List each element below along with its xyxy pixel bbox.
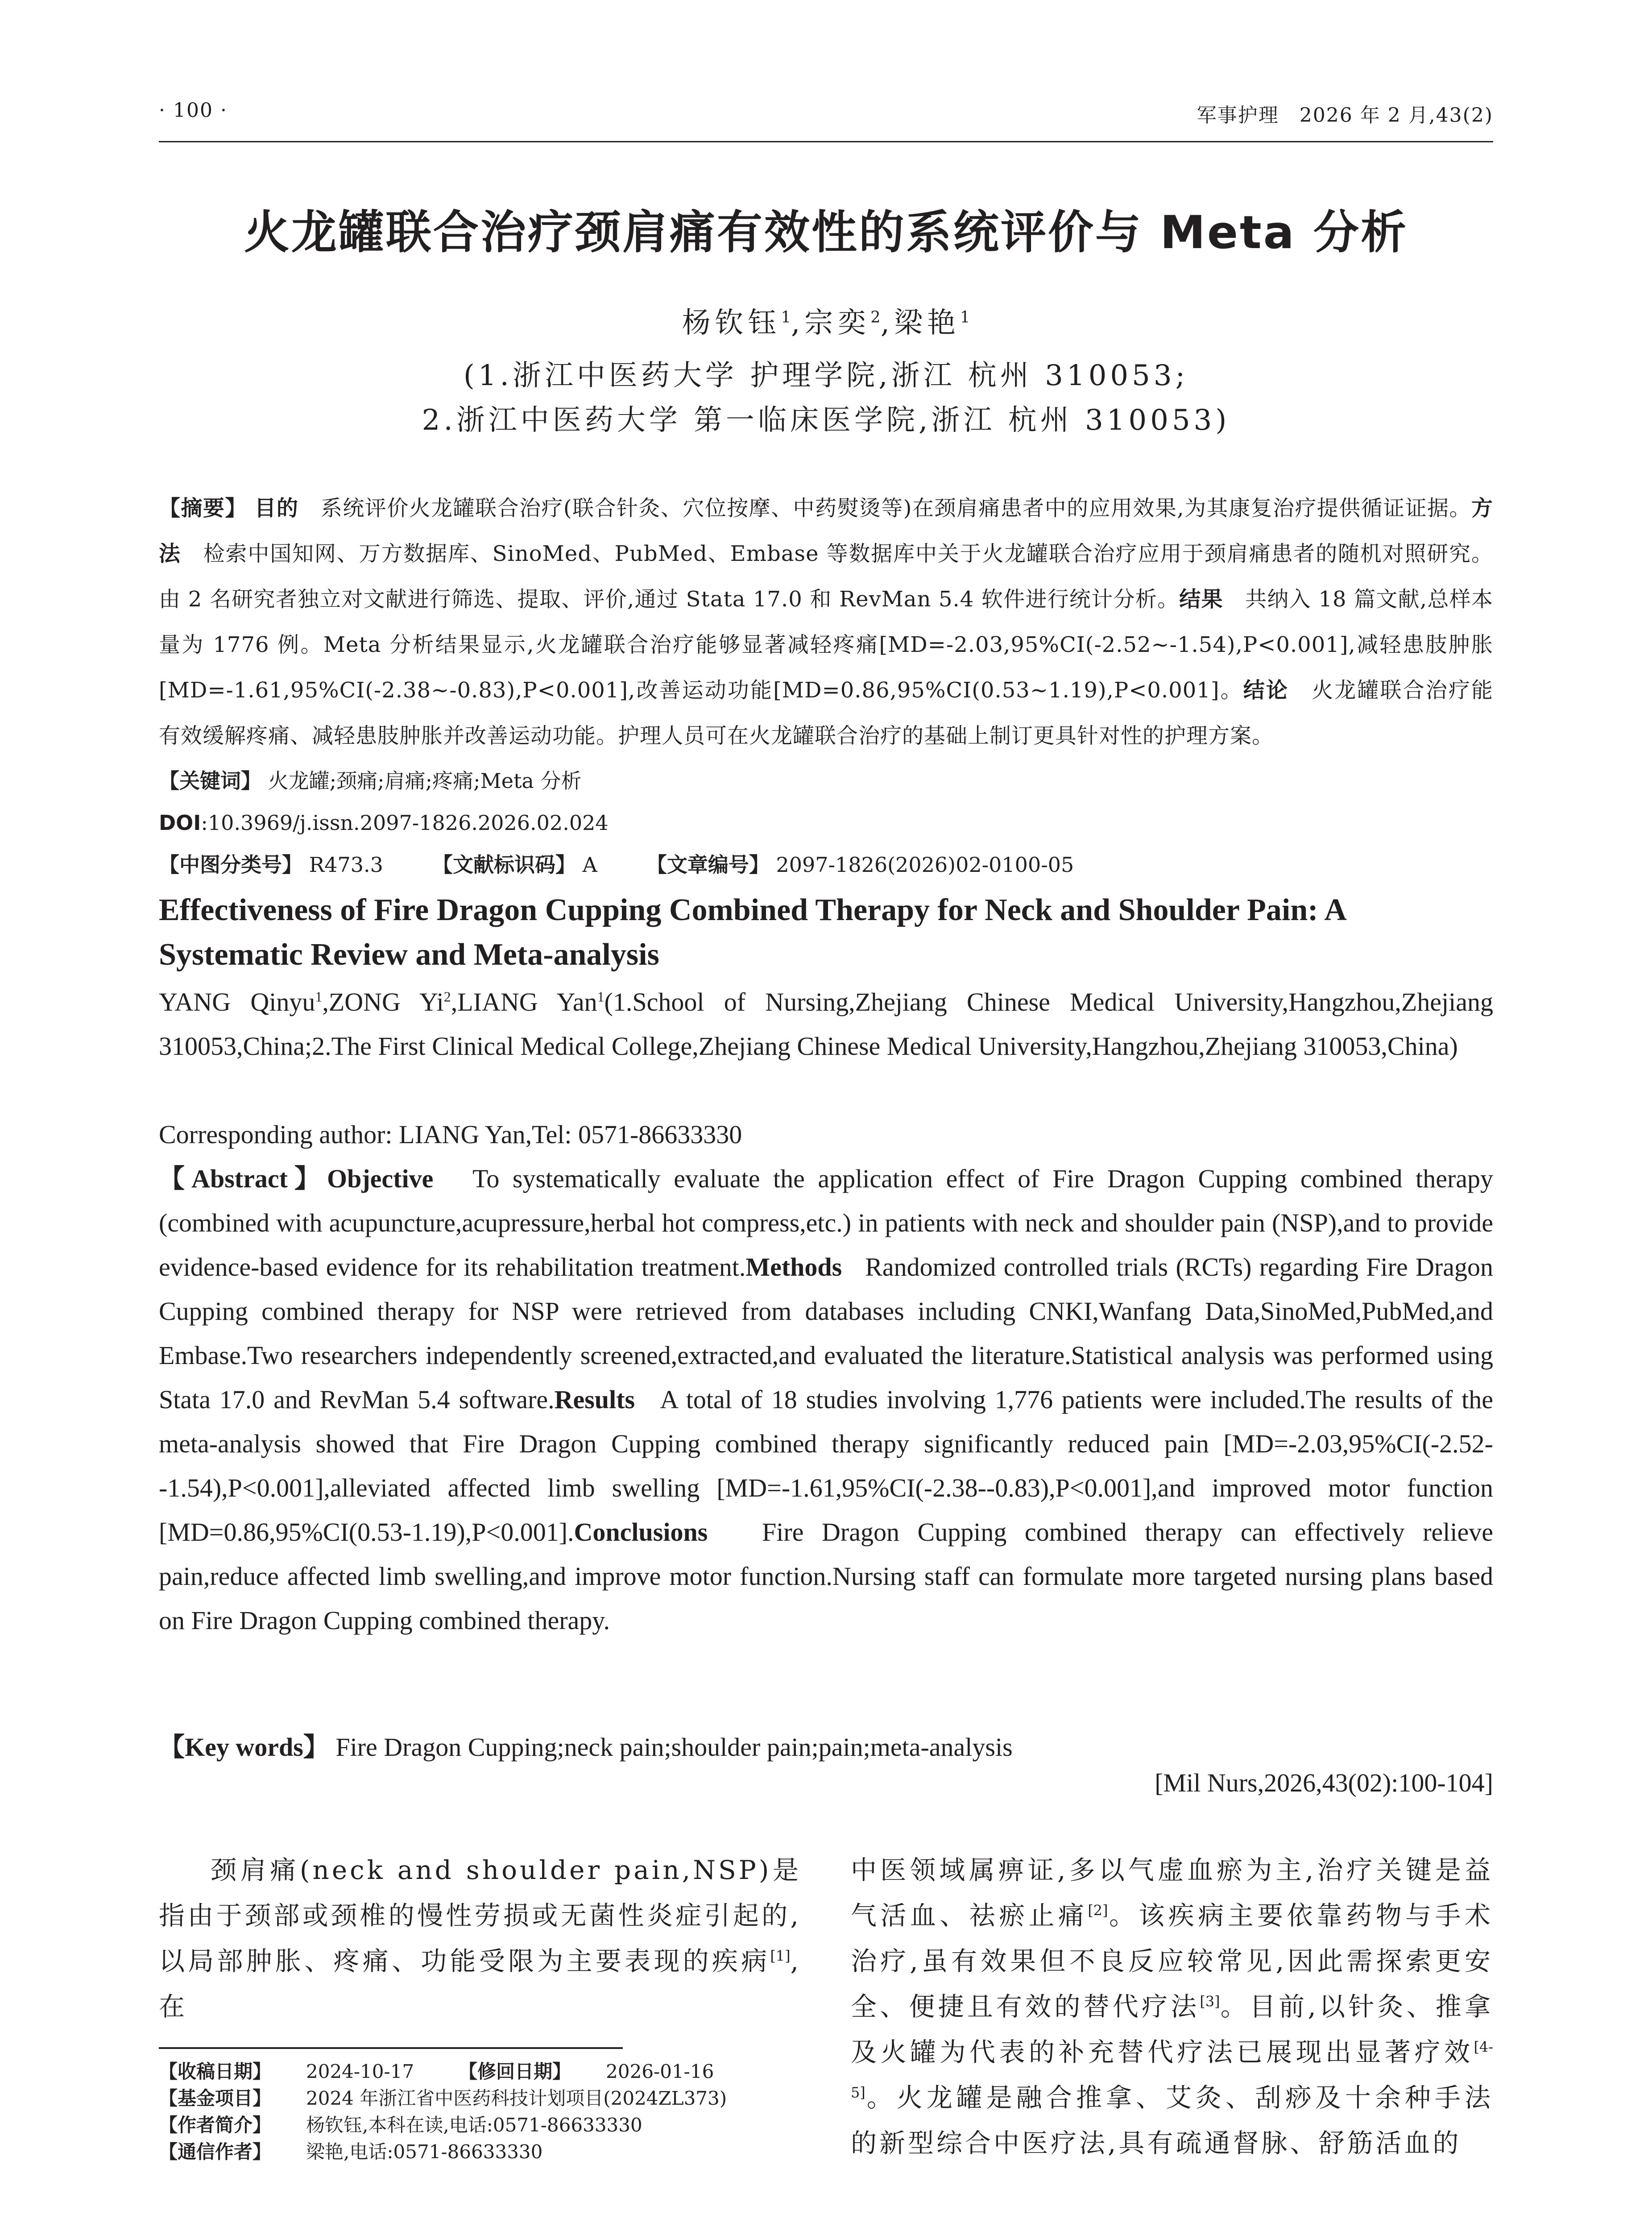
footnote-author-bio: 【作者简介】 杨钦钰,本科在读,电话:0571-86633330 [159, 2114, 642, 2136]
reference-3: [3] [1200, 1993, 1220, 2010]
affiliation-cn-1: (1.浙江中医药大学 护理学院,浙江 杭州 310053; [463, 359, 1189, 392]
author-1: 杨钦钰 [682, 307, 781, 340]
footnote-funding: 【基金项目】 2024 年浙江省中医药科技计划项目(2024ZL373) [159, 2087, 727, 2109]
author-3: 梁艳 [894, 307, 961, 340]
body-left-column: 颈肩痛(neck and shoulder pain,NSP)是指由于颈部或颈椎的慢性劳损或无菌性炎症引起的,以局部肿胀、疼痛、功能受限为主要表现的疾病[1],在 [159, 1855, 801, 2022]
journal-header: 军事护理 2026 年 2 月,43(2) [1197, 104, 1493, 127]
author-2: 宗奕 [804, 307, 871, 340]
article-title: 火龙罐联合治疗颈肩痛有效性的系统评价与 Meta 分析 [244, 206, 1408, 259]
abstract-cn: 【摘要】 目的 系统评价火龙罐联合治疗(联合针灸、穴位按摩、中药熨烫等)在颈肩痛患者中的应用效果,为其康复治疗提供循证证据。方法 检索中国知网、万方数据库、SinoMed、PubMed、Embase 等数据库中关于火龙罐联合治疗应用于颈肩痛患者的随机对照研究。由 2 名研究者独立对文献进行筛选、提取、评价,通过 Stata 17.0 和 RevMan 5.4 软件进行统计分析。结果 共纳入 18 篇文献,总样本量为 1776 例。Meta 分析结果显示,火龙罐联合治疗能够显著减轻疼痛[MD=-2.03,95%CI(-2.52~-1.54),P<0.001],减轻患肢肿胀[MD=-1.61,95%CI(-2.38~-0.83),P<0.001],改善运动功能[MD=0.86,95%CI(0.53~1.19),P<0.001]。结论 火龙罐联合治疗能有效缓解疼痛、减轻患肢肿胀并改善运动功能。护理人员可在火龙罐联合治疗的基础上制订更具针对性的护理方案。 [159, 496, 1493, 748]
classification-line: 【中图分类号】 R473.3 【文献标识码】 A 【文章编号】 2097-1826(2026)02-0100-05 [159, 853, 1074, 877]
doi: DOI:10.3969/j.issn.2097-1826.2026.02.024 [159, 811, 609, 835]
footnote-rule [159, 2047, 623, 2049]
authors-cn: 杨钦钰$^1$,宗奕$^2$,梁艳$^1$ [682, 307, 970, 340]
page-number: · 100 · [159, 99, 228, 122]
header-rule [159, 141, 1493, 142]
body-right-column: 中医领域属痹证,多以气虚血瘀为主,治疗关键是益气活血、祛瘀止痛[2]。该疾病主要依靠药物与手术治疗,虽有效果但不良反应较常见,因此需探索更安全、便捷且有效的替代疗法[3]。目前,以针灸、推拿及火罐为代表的补充替代疗法已展现出显著疗效[4-5]。火龙罐是融合推拿、艾灸、刮痧及十余种手法的新型综合中医疗法,具有疏通督脉、舒筋活血的 [851, 1855, 1493, 2158]
affiliation-cn-2: 2.浙江中医药大学 第一临床医学院,浙江 杭州 310053) [422, 404, 1230, 437]
footnote-dates: 【收稿日期】 2024-10-17 【修回日期】 2026-01-16 [159, 2061, 714, 2082]
english-title: Effectiveness of Fire Dragon Cupping Combined Therapy for Neck and Shoulder Pain: A Systematic Review and Meta-analysis [159, 893, 1345, 972]
corresponding-author: Corresponding author: LIANG Yan,Tel: 0571-86633330 [159, 1120, 742, 1149]
reference-2: [2] [1088, 1902, 1108, 1919]
reference-1: [1] [770, 1947, 791, 1965]
english-authors: YANG Qinyu$^1$,ZONG Yi$^2$,LIANG Yan$^1$(1.School of Nursing,Zhejiang Chinese Medical University,Hangzhou,Zhejiang 310053,China;2.The First Clinical Medical College,Zhejiang Chinese Medical University,Hangzhou,Zhejiang 310053,China) [159, 987, 1494, 1061]
keywords-en: 【Key words】 Fire Dragon Cupping;neck pain;shoulder pain;pain;meta-analysis [159, 1733, 1013, 1762]
reference-4-5: [4-5] [851, 2038, 1493, 2101]
abstract-en: 【Abstract】Objective To systematically evaluate the application effect of Fire Dragon Cupping combined therapy (combined with acupuncture,acupressure,herbal hot compress,etc.) in patients with neck and shoulder pain (NSP),and to provide evidence-based evidence for its rehabilitation treatment.Methods Randomized controlled trials (RCTs) regarding Fire Dragon Cupping combined therapy for NSP were retrieved from databases including CNKI,Wanfang Data,SinoMed,PubMed,and Embase.Two researchers independently screened,extracted,and evaluated the literature.Statistical analysis was performed using Stata 17.0 and RevMan 5.4 software.Results A total of 18 studies involving 1,776 patients were included.The results of the meta-analysis showed that Fire Dragon Cupping combined therapy significantly reduced pain [MD=-2.03,95%CI(-2.52--1.54),P<0.001],alleviated affected limb swelling [MD=-1.61,95%CI(-2.38--0.83),P<0.001],and improved motor function [MD=0.86,95%CI(0.53-1.19),P<0.001].Conclusions Fire Dragon Cupping combined therapy can effectively relieve pain,reduce affected limb swelling,and improve motor function.Nursing staff can formulate more targeted nursing plans based on Fire Dragon Cupping combined therapy. [159, 1164, 1493, 1635]
footnote-corresponding: 【通信作者】 梁艳,电话:0571-86633330 [159, 2141, 543, 2163]
keywords-cn: 【关键词】 火龙罐;颈痛;肩痛;疼痛;Meta 分析 [159, 769, 582, 793]
citation: [Mil Nurs,2026,43(02):100-104] [1155, 1768, 1493, 1797]
